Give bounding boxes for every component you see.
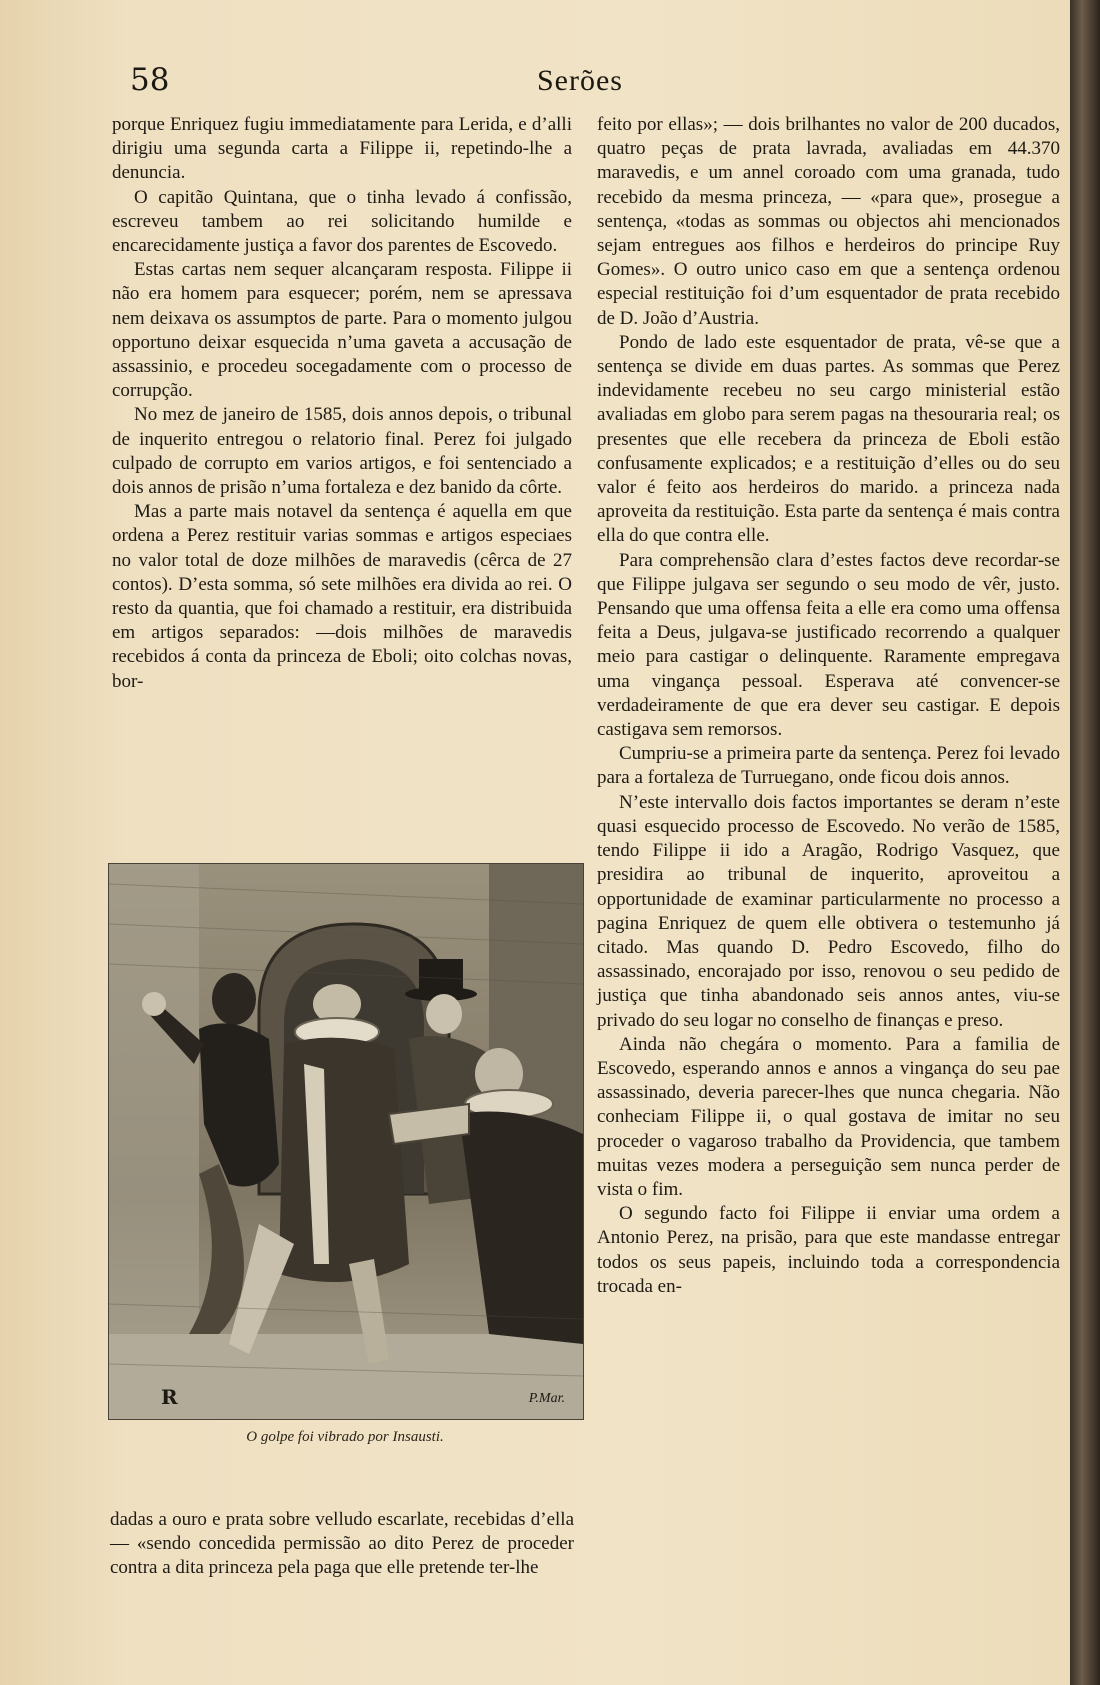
page-number: 58: [130, 62, 170, 98]
figure-caption: O golpe foi vibrado por Insausti.: [246, 1429, 444, 1445]
artist-monogram: R: [161, 1385, 178, 1409]
left-column-top: [112, 113, 572, 694]
running-title: Serões: [537, 64, 623, 97]
paragraph: N’este intervallo dois factos importantes se deram n’este quasi esquecido processo de Escovedo. No verão de 1585, tendo Filippe ii ido a Aragão, Rodrigo Vasquez, que presidira ao tribunal de inquerito, aproveitou a opportunidade de examinar particularmente no processo a pagina Enriquez de quem elle obtivera o testemunho já citado. Mas quando D. Pedro Escovedo, filho do assassinado, encorajado por isso, renovou o seu pedido de justiça que tinha abandonado seis annos antes, viu-se privado do seu logar no conselho de finanças e preso.: [597, 791, 1060, 1031]
illustration-figure: [108, 863, 582, 1453]
paragraph: feito por ellas»; — dois brilhantes no valor de 200 ducados, quatro peças de prata lavrada, avaliadas em 44.370 maravedis, e um annel coroado com uma granada, tudo recebido da mesma princeza, — «para que», prosegue a sentença, «todas as sommas ou objectos ahi mencionados sejam entregues aos filhos e herdeiros do principe Ruy Gomes». O outro unico caso em que a sentença ordenou especial restituição foi d’um esquentador de prata recebido de D. João d’Austria.: [597, 114, 1060, 329]
paragraph: Estas cartas nem sequer alcançaram resposta. Filippe ii não era homem para esquecer; porém, nem se apressava nem deixava os assumptos de parte. Para o momento julgou opportuno deixar esquecida n’uma gaveta a accusação de assassinio, e procedeu socegadamente com o processo de corrupção.: [112, 259, 572, 402]
paragraph: O capitão Quintana, que o tinha levado á confissão, escreveu tambem ao rei solicitando humilde e encarecidamente justiça a favor dos parentes de Escovedo.: [112, 186, 572, 257]
paragraph: porque Enriquez fugiu immediatamente para Lerida, e d’alli dirigiu uma segunda carta a Filippe ii, repetindo-lhe a denuncia.: [112, 114, 572, 184]
artist-signature: P.Mar.: [528, 1391, 565, 1406]
page-header: [100, 62, 1060, 106]
paragraph: dadas a ouro e prata sobre velludo escarlate, recebidas d’ella — «sendo concedida permissão ao dito Perez de proceder contra a dita princeza pela paga que elle pretende ter-lhe: [110, 1509, 574, 1579]
book-binding-edge: [1070, 0, 1100, 1685]
paragraph: Mas a parte mais notavel da sentença é aquella em que ordena a Perez restituir varias sommas e artigos especiaes no valor total de doze milhões de maravedis (cêrca de 27 contos). D’esta somma, só sete milhões era divida ao rei. O resto da quantia, que foi chamado a restituir, era distribuida em artigos separados: —dois milhões de maravedis recebidos á conta da princeza de Eboli; oito colchas novas, bor-: [112, 501, 572, 692]
engraving-illustration: [108, 863, 584, 1420]
paragraph: Pondo de lado este esquentador de prata, vê-se que a sentença se divide em duas partes. As sommas que Perez indevidamente recebeu no seu cargo ministerial estão avaliadas em globo para serem pagas na thesouraria real; os presentes que elle recebera da princeza de Eboli estão confusamente explicados; e a restituição d’elles ou do seu valor é feito aos herdeiros do marido. a princeza nada aproveita da restituição. Esta parte da sentença é mais contra ella do que contra elle.: [597, 331, 1060, 547]
paragraph: Para comprehensão clara d’estes factos deve recordar-se que Filippe julgava ser segundo o seu modo de vêr, justo. Pensando que uma offensa feita a elle era como uma offensa feita a Deus, julgava-se justificado recorrendo a qualquer meio para castigar o delinquente. Raramente empregava uma vingança pessoal. Esperava até convencer-se verdadeiramente de que era dever seu castigar. E depois castigava sem remorsos.: [597, 549, 1060, 741]
paragraph: No mez de janeiro de 1585, dois annos depois, o tribunal de inquerito entregou o relatorio final. Perez foi julgado culpado de corrupto em varios artigos, e foi sentenciado a dois annos de prisão n’uma fortaleza e dez banido da côrte.: [112, 404, 572, 499]
paragraph: Cumpriu-se a primeira parte da sentença. Perez foi levado para a fortaleza de Turruegano, onde ficou dois annos.: [597, 743, 1060, 789]
left-column-bottom: [110, 1508, 574, 1581]
paragraph: Ainda não chegára o momento. Para a familia de Escovedo, esperando annos e annos a vingança do seu pae assassinado, deveria parecer-lhes que nunca chegaria. Não conheciam Filippe ii, o qual gostava de imitar no seu proceder o vagaroso trabalho da Providencia, que tambem muitas vezes modera a perseguição sem nunca perder de vista o fim.: [597, 1033, 1060, 1200]
paragraph: O segundo facto foi Filippe ii enviar uma ordem a Antonio Perez, na prisão, para que este mandasse entregar todos os seus papeis, incluindo toda a correspondencia trocada en-: [597, 1203, 1060, 1297]
right-column: [597, 113, 1060, 1299]
